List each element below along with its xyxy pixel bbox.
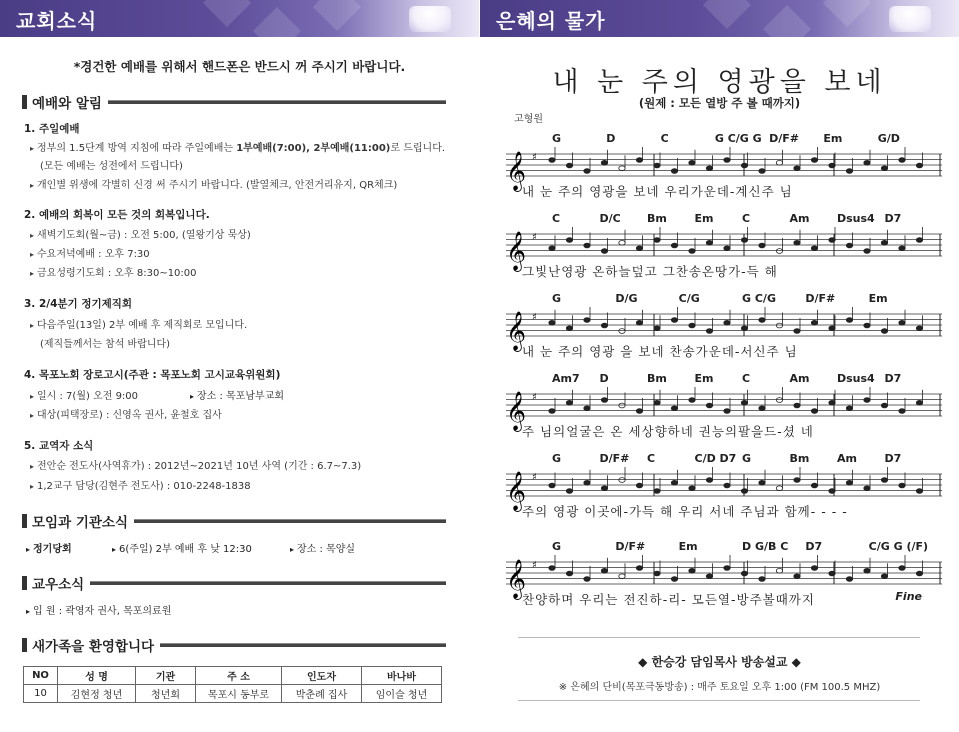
- note-head: [636, 566, 642, 571]
- note-head: [566, 238, 572, 243]
- note-head: [706, 478, 712, 483]
- note-head: [724, 246, 730, 251]
- staff-system: [502, 212, 944, 288]
- lyric-line: 내 눈 주의 영광을 보네 우리가운데-계신주 님: [522, 184, 793, 199]
- table-cell: 임이슬 청년: [362, 685, 442, 703]
- arrow-icon: ▸: [30, 269, 35, 278]
- chord-symbol: D: [606, 132, 616, 145]
- note-head: [864, 323, 870, 328]
- chord-symbol: C/G G (/F): [868, 540, 929, 553]
- note-head: [654, 400, 660, 405]
- note-head: [601, 398, 607, 403]
- treble-clef-icon: 𝄞: [506, 311, 527, 351]
- chord-symbol: Am: [789, 372, 810, 385]
- song-title: 내 눈 주의 영광을 보네: [552, 67, 887, 98]
- note-head: [724, 158, 730, 163]
- note-head: [776, 160, 782, 165]
- column-header: 주 소: [196, 667, 282, 685]
- note-head: [916, 163, 922, 168]
- note-head: [846, 577, 852, 582]
- chord-symbol: D/C: [599, 212, 621, 225]
- note-head: [566, 400, 572, 405]
- note-head: [899, 409, 905, 414]
- note-head: [566, 489, 572, 494]
- banner-title: 은혜의 물가: [496, 9, 606, 33]
- song-subtitle: (원제 : 모든 열방 주 볼 때까지): [638, 96, 801, 110]
- staff-system: [502, 452, 944, 528]
- note-head: [566, 326, 572, 331]
- arrow-icon: ▸: [30, 462, 35, 471]
- arrow-icon: ▸: [30, 392, 35, 401]
- chord-symbol: G C/G G: [714, 132, 762, 145]
- note-head: [899, 158, 905, 163]
- note-head: [899, 483, 905, 488]
- divider: [518, 700, 920, 701]
- chord-symbol: Am: [789, 212, 810, 225]
- column-header: 기관: [136, 667, 196, 685]
- item-heading: 4. 목포노회 장로고시(주관 : 목포노회 고시교육위원회): [24, 369, 281, 381]
- hymn-banner: [480, 0, 959, 37]
- item-line: ▸ 금요성령기도회 : 오후 8:30~10:00: [30, 268, 197, 279]
- section-marker: [22, 638, 27, 652]
- note-head: [706, 240, 712, 245]
- section-title: 예배와 알림: [32, 96, 102, 112]
- item-heading: 2. 예배의 회복이 모든 것의 회복입니다.: [24, 209, 210, 221]
- arrow-icon: ▸: [30, 231, 35, 240]
- note-head: [864, 160, 870, 165]
- section-worship-header: [22, 92, 446, 112]
- note-head: [671, 318, 677, 323]
- note-head: [916, 326, 922, 331]
- note-head: [706, 329, 712, 334]
- note-head: [619, 403, 625, 408]
- note-head: [654, 571, 660, 576]
- arrow-icon: ▸: [112, 545, 117, 554]
- note-head: [899, 246, 905, 251]
- arrow-icon: ▸: [30, 411, 35, 420]
- section-title: 새가족을 환영합니다: [32, 639, 155, 655]
- banner-decoration: [253, 7, 301, 37]
- note-head: [619, 240, 625, 245]
- treble-clef-icon: 𝄞: [506, 231, 527, 271]
- chord-symbol: D/F#: [805, 292, 836, 305]
- arrow-icon: ▸: [26, 607, 31, 616]
- note-head: [881, 403, 887, 408]
- note-head: [811, 158, 817, 163]
- note-head: [776, 398, 782, 403]
- note-head: [776, 323, 782, 328]
- arrow-icon: ▸: [30, 321, 35, 330]
- chord-symbol: Em: [678, 540, 698, 553]
- key-sharp-icon: ♯: [532, 560, 537, 571]
- note-head: [916, 400, 922, 405]
- item-heading: 3. 2/4분기 정기제직회: [24, 298, 133, 310]
- note-head: [549, 158, 555, 163]
- note-head: [549, 566, 555, 571]
- note-head: [619, 574, 625, 579]
- church-news-page: [0, 0, 479, 732]
- item-line: ▸ 다음주일(13일) 2부 예배 후 제직회로 모입니다.: [30, 320, 248, 331]
- table-cell: 박춘례 집사: [282, 685, 362, 703]
- section-title: 모임과 기관소식: [32, 515, 128, 531]
- meeting-time: ▸ 6(주일) 2부 예배 후 낮 12:30: [112, 544, 252, 555]
- note-head: [706, 166, 712, 171]
- chord-symbol: D7: [884, 212, 902, 225]
- lyric-line: 찬양하며 우리는 전진하-리- 모든열-방주볼때까지: [522, 592, 815, 607]
- note-head: [619, 478, 625, 483]
- note-head: [671, 243, 677, 248]
- section-marker: [22, 576, 27, 590]
- note-head: [916, 571, 922, 576]
- note-head: [566, 163, 572, 168]
- church-news-banner: [0, 0, 479, 37]
- note-head: [846, 318, 852, 323]
- note-head: [671, 480, 677, 485]
- note-head: [794, 574, 800, 579]
- staff-system: [502, 372, 944, 448]
- item-heading: 1. 주일예배: [24, 123, 80, 135]
- item-heading: 5. 교역자 소식: [24, 440, 94, 452]
- note-head: [619, 166, 625, 171]
- column-header: 인도자: [282, 667, 362, 685]
- note-head: [549, 320, 555, 325]
- chord-symbol: G: [552, 540, 562, 553]
- chord-symbol: C: [647, 452, 656, 465]
- lyric-line: 주 님의얼굴은 온 세상향하네 권능의팔을드-셨 네: [522, 424, 814, 439]
- item-line: ▸ 새벽기도회(월~금) : 오전 5:00, (열왕기상 묵상): [30, 230, 251, 241]
- treble-clef-icon: 𝄞: [506, 471, 527, 511]
- note-head: [636, 246, 642, 251]
- note-head: [759, 318, 765, 323]
- note-head: [636, 483, 642, 488]
- section-marker: [22, 514, 27, 528]
- note-head: [584, 480, 590, 485]
- chord-symbol: Bm: [647, 372, 667, 385]
- chord-symbol: G: [742, 452, 752, 465]
- chord-symbol: D7: [805, 540, 823, 553]
- section-rule: [134, 519, 446, 523]
- note-head: [881, 478, 887, 483]
- chord-symbol: Bm: [789, 452, 810, 465]
- note-head: [811, 246, 817, 251]
- note-head: [776, 249, 782, 254]
- arrow-icon: ▸: [30, 250, 35, 259]
- phone-notice: *경건한 예배를 위해서 핸드폰은 반드시 꺼 주시기 바랍니다.: [73, 59, 406, 74]
- note-head: [689, 398, 695, 403]
- note-head: [654, 238, 660, 243]
- section-rule: [90, 581, 446, 585]
- note-head: [724, 483, 730, 488]
- member-news: ▸ 입 원 : 곽영자 권사, 목포의료원: [26, 606, 172, 617]
- note-head: [864, 486, 870, 491]
- chord-symbol: G: [552, 292, 562, 305]
- section-rule: [108, 100, 446, 104]
- note-head: [636, 409, 642, 414]
- note-head: [549, 409, 555, 414]
- note-head: [689, 160, 695, 165]
- section-marker: [22, 95, 27, 109]
- treble-clef-icon: 𝄞: [506, 151, 527, 191]
- note-head: [601, 323, 607, 328]
- note-head: [776, 486, 782, 491]
- note-head: [549, 483, 555, 488]
- note-head: [881, 329, 887, 334]
- note-head: [864, 568, 870, 573]
- key-sharp-icon: ♯: [532, 312, 537, 323]
- note-head: [811, 409, 817, 414]
- arrow-icon: ▸: [30, 144, 35, 153]
- item-line: (제직들께서는 참석 바랍니다): [40, 339, 171, 350]
- note-head: [636, 320, 642, 325]
- chord-symbol: D/F#: [599, 452, 630, 465]
- item-line: ▸ 일시 : 7(월) 오전 9:00: [30, 391, 139, 402]
- note-head: [864, 398, 870, 403]
- note-head: [689, 323, 695, 328]
- divider: [518, 637, 920, 638]
- chord-symbol: Em: [694, 212, 714, 225]
- broadcast-schedule: ※ 은혜의 단비(목포극동방송) : 매주 토요일 오후 1:00 (FM 100.5 MHZ): [558, 682, 881, 693]
- note-head: [759, 577, 765, 582]
- chord-symbol: G C/G: [742, 292, 776, 305]
- table-cell: 목포시 동부로: [196, 685, 282, 703]
- note-head: [706, 403, 712, 408]
- note-head: [584, 243, 590, 248]
- chord-symbol: D7: [884, 372, 902, 385]
- table-header-row: [24, 667, 442, 685]
- item-line: ▸ 1,2교구 담당(김현주 전도사) : 010-2248-1838: [30, 481, 251, 492]
- chord-symbol: Am: [837, 452, 857, 465]
- note-head: [811, 566, 817, 571]
- note-head: [881, 166, 887, 171]
- key-sharp-icon: ♯: [532, 392, 537, 403]
- chord-symbol: G: [552, 132, 562, 145]
- chord-symbol: D/F#: [769, 132, 800, 145]
- note-head: [864, 249, 870, 254]
- note-head: [671, 169, 677, 174]
- note-head: [601, 486, 607, 491]
- item-line: ▸ 정부의 1.5단계 방역 지침에 따라 주일예배는 1부예배(7:00), 2부예배(11:00)로 드립니다.: [30, 143, 446, 154]
- section-newcomers-header: [22, 635, 446, 655]
- arrow-icon: ▸: [30, 482, 35, 491]
- composer: 고형원: [514, 114, 543, 125]
- note-head: [671, 577, 677, 582]
- key-sharp-icon: ♯: [532, 232, 537, 243]
- lyric-line: 주의 영광 이곳에-가득 해 우리 서네 주님과 함께- - - -: [522, 504, 848, 519]
- chord-symbol: D: [599, 372, 609, 385]
- newcomer-table: [23, 666, 442, 703]
- note-head: [846, 243, 852, 248]
- item-line: ▸ 대상(피택장로) : 신영옥 권사, 윤철호 집사: [30, 410, 222, 421]
- chord-symbol: Dsus4: [837, 212, 875, 225]
- note-head: [689, 486, 695, 491]
- table-cell: 김현정 청년: [58, 685, 136, 703]
- section-title: 교우소식: [32, 577, 85, 593]
- chord-symbol: D/G: [615, 292, 638, 305]
- note-head: [689, 568, 695, 573]
- section-rule: [160, 643, 446, 647]
- note-head: [899, 566, 905, 571]
- note-head: [584, 169, 590, 174]
- banner-decoration: [823, 0, 871, 27]
- chord-symbol: C: [660, 132, 669, 145]
- table-cell: 청년회: [136, 685, 196, 703]
- note-head: [549, 246, 555, 251]
- note-head: [759, 169, 765, 174]
- staff-system: [502, 132, 944, 208]
- note-head: [724, 566, 730, 571]
- key-sharp-icon: ♯: [532, 472, 537, 483]
- chord-symbol: Am7: [552, 372, 580, 385]
- note-head: [759, 243, 765, 248]
- table-row: [24, 685, 442, 703]
- note-head: [899, 320, 905, 325]
- meeting-place: ▸ 장소 : 목양실: [290, 544, 356, 555]
- note-head: [584, 318, 590, 323]
- note-head: [759, 480, 765, 485]
- note-head: [794, 329, 800, 334]
- table-cell: 10: [24, 685, 58, 703]
- key-sharp-icon: ♯: [532, 152, 537, 163]
- column-header: 바나바: [362, 667, 442, 685]
- note-head: [724, 320, 730, 325]
- arrow-icon: ▸: [290, 545, 295, 554]
- candle-icon: [409, 6, 451, 32]
- meeting-name: ▸ 정기당회: [26, 544, 72, 555]
- note-head: [881, 240, 887, 245]
- note-head: [654, 489, 660, 494]
- note-head: [584, 406, 590, 411]
- arrow-icon: ▸: [30, 181, 35, 190]
- chord-symbol: C: [552, 212, 561, 225]
- item-line: (모든 예배는 성전에서 드립니다): [40, 161, 183, 172]
- note-head: [846, 406, 852, 411]
- lyric-line: 그빛난영광 온하늘덮고 그찬송온땅가-득 해: [522, 264, 778, 279]
- note-head: [584, 577, 590, 582]
- chord-symbol: D/F#: [615, 540, 646, 553]
- banner-decoration: [703, 0, 751, 29]
- note-head: [636, 158, 642, 163]
- item-line: ▸ 개인별 위생에 각별히 신경 써 주시기 바랍니다. (발열체크, 안전거리유지, QR체크): [30, 180, 398, 191]
- note-head: [794, 478, 800, 483]
- note-head: [794, 240, 800, 245]
- chord-symbol: Bm: [647, 212, 667, 225]
- fine-mark: Fine: [895, 590, 922, 603]
- note-head: [881, 574, 887, 579]
- note-head: [916, 238, 922, 243]
- note-head: [724, 409, 730, 414]
- hymn-page: [480, 0, 959, 732]
- column-header: 성 명: [58, 667, 136, 685]
- staff-system: [502, 292, 944, 368]
- note-head: [811, 483, 817, 488]
- banner-decoration: [313, 0, 361, 31]
- column-header: NO: [24, 667, 58, 685]
- note-head: [566, 571, 572, 576]
- section-meetings-header: [22, 511, 446, 531]
- note-head: [794, 403, 800, 408]
- chord-symbol: C/G: [678, 292, 700, 305]
- chord-symbol: G/D: [877, 132, 900, 145]
- chord-symbol: D7: [884, 452, 902, 465]
- chord-symbol: Em: [868, 292, 888, 305]
- note-head: [794, 166, 800, 171]
- note-head: [619, 329, 625, 334]
- chord-symbol: C: [742, 212, 751, 225]
- broadcast-title: ◆ 한승강 담임목사 방송설교 ◆: [638, 655, 801, 669]
- treble-clef-icon: 𝄞: [506, 559, 527, 599]
- note-head: [671, 406, 677, 411]
- lyric-line: 내 눈 주의 영광 을 보네 찬송가운데-서신주 님: [522, 344, 798, 359]
- staff-system: [502, 540, 944, 616]
- chord-symbol: C: [742, 372, 751, 385]
- banner-decoration: [203, 0, 251, 27]
- chord-symbol: Em: [694, 372, 714, 385]
- chord-symbol: G: [552, 452, 562, 465]
- note-head: [776, 568, 782, 573]
- chord-symbol: Em: [823, 132, 843, 145]
- item-line: ▸ 수요저녁예배 : 오후 7:30: [30, 249, 150, 260]
- note-head: [689, 249, 695, 254]
- chord-symbol: C/D D7: [694, 452, 737, 465]
- arrow-icon: ▸: [190, 392, 195, 401]
- chord-symbol: D G/B C: [742, 540, 789, 553]
- treble-clef-icon: 𝄞: [506, 391, 527, 431]
- note-head: [846, 169, 852, 174]
- note-head: [706, 574, 712, 579]
- note-head: [846, 480, 852, 485]
- note-head: [601, 568, 607, 573]
- note-head: [916, 489, 922, 494]
- candle-icon: [889, 6, 931, 32]
- note-head: [654, 163, 660, 168]
- note-head: [601, 160, 607, 165]
- arrow-icon: ▸: [26, 545, 31, 554]
- banner-decoration: [763, 5, 811, 37]
- note-head: [601, 249, 607, 254]
- item-line: ▸ 장소 : 목포남부교회: [190, 391, 285, 402]
- banner-title: 교회소식: [16, 9, 98, 33]
- item-line: ▸ 전안순 전도사(사역휴가) : 2012년~2021년 10년 사역 (기간 : 6.7~7.3): [30, 461, 362, 472]
- chord-symbol: Dsus4: [837, 372, 875, 385]
- note-head: [654, 326, 660, 331]
- note-head: [811, 320, 817, 325]
- note-head: [759, 406, 765, 411]
- section-members-header: [22, 573, 446, 593]
